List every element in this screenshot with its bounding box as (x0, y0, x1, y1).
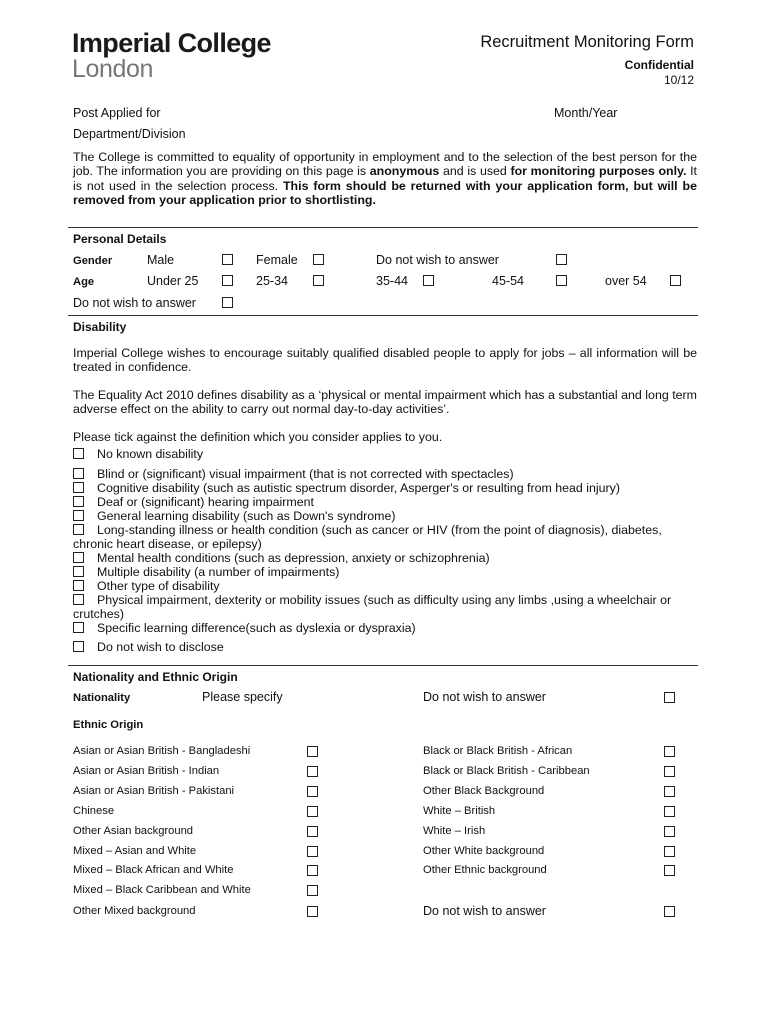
disability-option: Long-standing illness or health condition (such as cancer or HIV (from the point of diagnosis), diabetes, chronic heart disease, or epilepsy) (73, 523, 662, 551)
please-specify-label: Please specify (202, 690, 283, 704)
age-no-answer-label: Do not wish to answer (73, 296, 196, 310)
disability-option-checkbox[interactable] (73, 524, 84, 535)
intro-paragraph: The College is committed to equality of opportunity in employment and to the selection of the best person for the job. The information you are providing on this page is anonymous and is used for monitoring purposes only. It is not used in the selection process. This form should be returned with your application form, but will be removed from your application prior to shortlisting. (73, 150, 698, 208)
gender-no-answer-label: Do not wish to answer (376, 253, 499, 267)
ethnic-option-label: Chinese (73, 805, 115, 817)
month-year-label: Month/Year (554, 106, 618, 120)
ethnic-option-checkbox[interactable] (307, 786, 318, 797)
confidential-label: Confidential (624, 58, 694, 72)
form-version: 10/12 (663, 73, 694, 87)
ethnic-option-label: Black or Black British - African (423, 745, 573, 757)
gender-no-answer-checkbox[interactable] (556, 254, 567, 265)
disability-option: Multiple disability (a number of impairments) (73, 565, 703, 579)
ethnic-option-checkbox[interactable] (307, 766, 318, 777)
ethnic-option-checkbox[interactable] (664, 786, 675, 797)
age-under25-label: Under 25 (147, 274, 199, 288)
gender-female-checkbox[interactable] (313, 254, 324, 265)
age-35-44-label: 35-44 (376, 274, 408, 288)
disability-option: General learning disability (such as Down's syndrome) (73, 509, 703, 523)
disability-option-checkbox[interactable] (73, 622, 84, 633)
disability-option-checkbox[interactable] (73, 510, 84, 521)
disability-option: No known disability (73, 447, 703, 461)
age-35-44-checkbox[interactable] (423, 275, 434, 286)
age-no-answer-checkbox[interactable] (222, 297, 233, 308)
disability-option-checkbox[interactable] (73, 566, 84, 577)
ethnic-option-checkbox[interactable] (664, 906, 675, 917)
disability-intro-paragraph: Imperial College wishes to encourage suitably qualified disabled people to apply for jobs – all information will be treated in confidence. (73, 346, 697, 375)
ethnic-option-checkbox[interactable] (664, 746, 675, 757)
disability-option: Physical impairment, dexterity or mobility issues (such as difficulty using any limbs ,using a wheelchair or crutches) (73, 593, 672, 621)
age-45-54-label: 45-54 (492, 274, 524, 288)
age-under25-checkbox[interactable] (222, 275, 233, 286)
ethnic-option-label: Other Black Background (423, 785, 545, 797)
disability-option-checkbox[interactable] (73, 552, 84, 563)
tick-instruction: Please tick against the definition which you consider applies to you. (73, 430, 443, 444)
ethnic-option-checkbox[interactable] (664, 826, 675, 837)
department-label: Department/Division (73, 127, 186, 141)
age-45-54-checkbox[interactable] (556, 275, 567, 286)
age-over54-checkbox[interactable] (670, 275, 681, 286)
age-25-34-label: 25-34 (256, 274, 288, 288)
ethnic-option-checkbox[interactable] (664, 766, 675, 777)
personal-details-heading: Personal Details (73, 232, 167, 246)
ethnic-option-label: Do not wish to answer (423, 904, 546, 918)
gender-female-label: Female (256, 253, 298, 267)
disability-option-checkbox[interactable] (73, 580, 84, 591)
disability-option-checkbox[interactable] (73, 482, 84, 493)
ethnic-option-checkbox[interactable] (664, 865, 675, 876)
ethnic-option-label: Other Ethnic background (423, 864, 547, 876)
disability-option-checkbox[interactable] (73, 594, 84, 605)
ethnic-option-label: White – British (423, 805, 496, 817)
ethnic-option-checkbox[interactable] (307, 906, 318, 917)
equality-act-paragraph: The Equality Act 2010 defines disability as a ‘physical or mental impairment which has a substantial and long term adverse effect on the ability to carry out normal day-to-day activities’. (73, 388, 697, 417)
disability-option: Blind or (significant) visual impairment (that is not corrected with spectacles) (73, 467, 703, 481)
nationality-label: Nationality (73, 692, 131, 704)
nationality-no-answer-label: Do not wish to answer (423, 690, 546, 704)
gender-male-checkbox[interactable] (222, 254, 233, 265)
ethnic-option-label: Other Mixed background (73, 905, 196, 917)
age-over54-label: over 54 (605, 274, 647, 288)
ethnic-option-checkbox[interactable] (664, 846, 675, 857)
ethnic-option-checkbox[interactable] (307, 846, 318, 857)
ethnic-option-checkbox[interactable] (664, 806, 675, 817)
ethnic-option-checkbox[interactable] (307, 885, 318, 896)
logo-london: London (72, 55, 154, 83)
ethnic-option-label: Asian or Asian British - Indian (73, 765, 220, 777)
divider (68, 227, 698, 228)
form-title: Recruitment Monitoring Form (480, 33, 694, 51)
ethnic-option-label: White – Irish (423, 825, 486, 837)
nationality-heading: Nationality and Ethnic Origin (73, 670, 238, 684)
disability-option: Other type of disability (73, 579, 703, 593)
ethnic-option-label: Mixed – Black African and White (73, 864, 234, 876)
disability-option-checkbox[interactable] (73, 468, 84, 479)
ethnic-option-label: Mixed – Asian and White (73, 845, 197, 857)
ethnic-option-label: Other Asian background (73, 825, 194, 837)
disability-option-checkbox[interactable] (73, 641, 84, 652)
disability-heading: Disability (73, 320, 127, 334)
divider (68, 315, 698, 316)
ethnic-option-checkbox[interactable] (307, 826, 318, 837)
ethnic-option-checkbox[interactable] (307, 865, 318, 876)
ethnic-option-label: Asian or Asian British - Bangladeshi (73, 745, 251, 757)
nationality-no-answer-checkbox[interactable] (664, 692, 675, 703)
gender-male-label: Male (147, 253, 175, 267)
disability-option: Mental health conditions (such as depression, anxiety or schizophrenia) (73, 551, 703, 565)
disability-option: Cognitive disability (such as autistic spectrum disorder, Asperger's or resulting from head injury) (73, 481, 703, 495)
age-label: Age (73, 276, 95, 288)
ethnic-option-label: Asian or Asian British - Pakistani (73, 785, 235, 797)
disability-option-checkbox[interactable] (73, 448, 84, 459)
ethnic-option-label: Other White background (423, 845, 545, 857)
ethnic-option-checkbox[interactable] (307, 746, 318, 757)
disability-option-checkbox[interactable] (73, 496, 84, 507)
ethnic-origin-label: Ethnic Origin (73, 719, 144, 731)
post-applied-label: Post Applied for (73, 106, 161, 120)
disability-option: Deaf or (significant) hearing impairment (73, 495, 703, 509)
age-25-34-checkbox[interactable] (313, 275, 324, 286)
ethnic-option-label: Black or Black British - Caribbean (423, 765, 590, 777)
disability-option: Do not wish to disclose (73, 640, 703, 654)
logo-imperial-college: Imperial College (72, 28, 271, 58)
divider (68, 665, 698, 666)
ethnic-option-checkbox[interactable] (307, 806, 318, 817)
gender-label: Gender (73, 255, 113, 267)
disability-option: Specific learning difference(such as dyslexia or dyspraxia) (73, 621, 703, 635)
ethnic-option-label: Mixed – Black Caribbean and White (73, 884, 251, 896)
